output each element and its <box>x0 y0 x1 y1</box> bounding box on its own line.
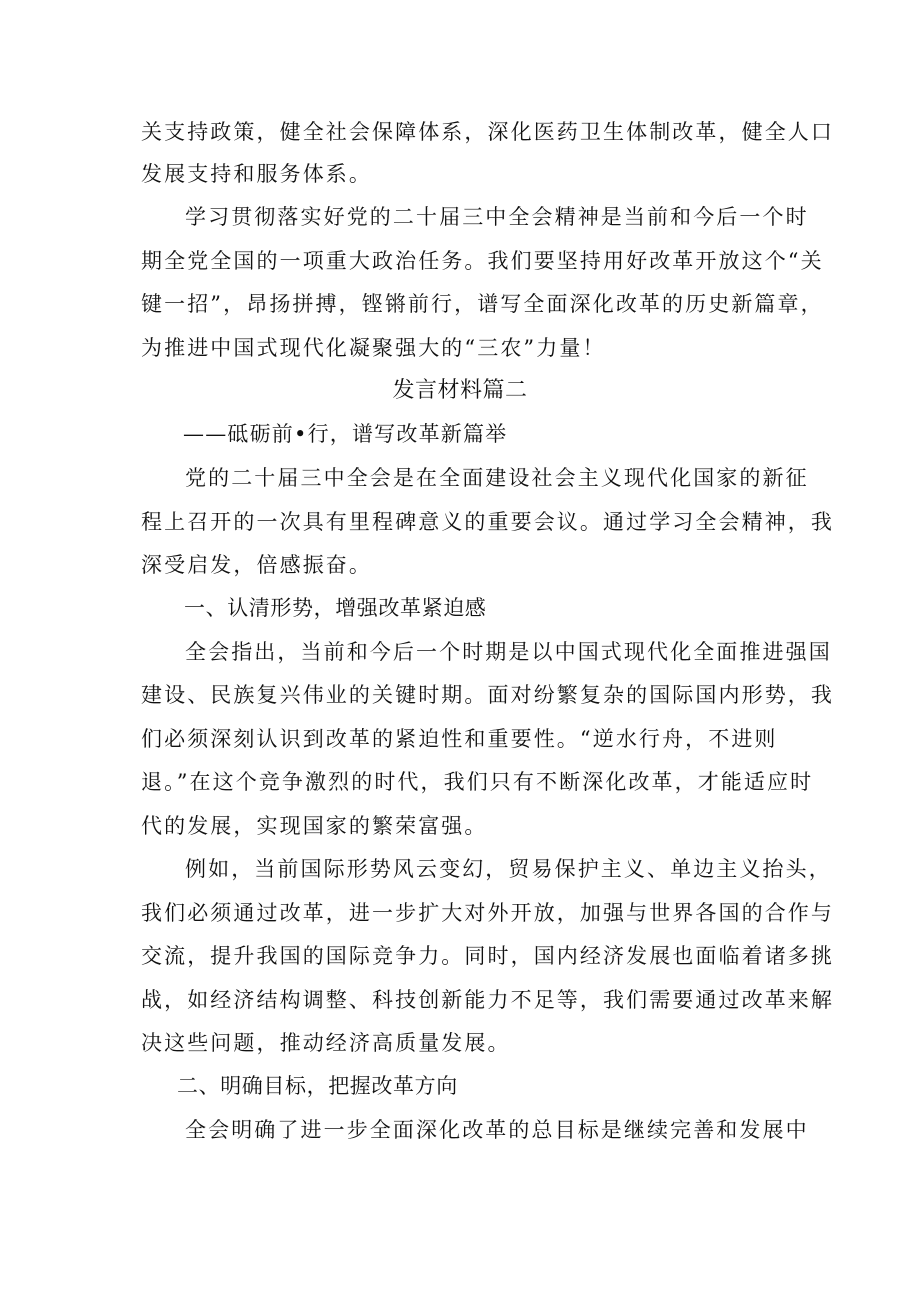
paragraph-line: 键一招”，昂扬拼搏，铿锵前行，谱写全面深化改革的历史新篇章， <box>141 292 824 316</box>
paragraph-line: 交流，提升我国的国际竞争力。同时，国内经济发展也面临着诸多挑 <box>141 944 834 968</box>
paragraph-line: 深受启发，倍感振奋。 <box>141 553 372 577</box>
paragraph-line: 程上召开的一次具有里程碑意义的重要会议。通过学习全会精神，我 <box>141 510 834 534</box>
section-subtitle: ——砥砺前•行，谱写改革新篇举 <box>183 422 508 446</box>
paragraph-line: 学习贯彻落实好党的二十届三中全会精神是当前和今后一个时 <box>185 205 809 229</box>
paragraph-line: 期全党全国的一项重大政治任务。我们要坚持用好改革开放这个“关 <box>141 249 824 273</box>
paragraph-line: 战，如经济结构调整、科技创新能力不足等，我们需要通过改革来解 <box>141 988 834 1012</box>
paragraph-line: 决这些问题，推动经济高质量发展。 <box>141 1031 511 1055</box>
section-title: 发言材料篇二 <box>392 378 528 403</box>
heading-1: 一、认清形势，增强改革紧迫感 <box>184 596 487 620</box>
paragraph-line: 们必须深刻认识到改革的紧迫性和重要性。“逆水行舟，不进则 <box>141 727 778 751</box>
paragraph-line: 全会明确了进一步全面深化改革的总目标是继续完善和发展中 <box>185 1118 809 1142</box>
paragraph-line: 建设、民族复兴伟业的关键时期。面对纷繁复杂的国际国内形势，我 <box>141 683 834 707</box>
paragraph-line: 全会指出，当前和今后一个时期是以中国式现代化全面推进强国 <box>185 640 832 664</box>
paragraph-line: 发展支持和服务体系。 <box>141 162 372 186</box>
heading-2: 二、明确目标，把握改革方向 <box>177 1074 458 1098</box>
paragraph-line: 代的发展，实现国家的繁荣富强。 <box>141 814 488 838</box>
paragraph-line: 例如，当前国际形势风云变幻，贸易保护主义、单边主义抬头， <box>185 857 832 881</box>
paragraph-line: 我们必须通过改革，进一步扩大对外开放，加强与世界各国的合作与 <box>141 901 834 925</box>
paragraph-line: 为推进中国式现代化凝聚强大的“三农”力量！ <box>141 336 606 360</box>
paragraph-line: 党的二十届三中全会是在全面建设社会主义现代化国家的新征 <box>185 466 809 490</box>
paragraph-line: 关支持政策，健全社会保障体系，深化医药卫生体制改革，健全人口 <box>141 120 834 144</box>
paragraph-line: 退。”在这个竞争激烈的时代，我们只有不断深化改革，才能适应时 <box>141 770 814 794</box>
